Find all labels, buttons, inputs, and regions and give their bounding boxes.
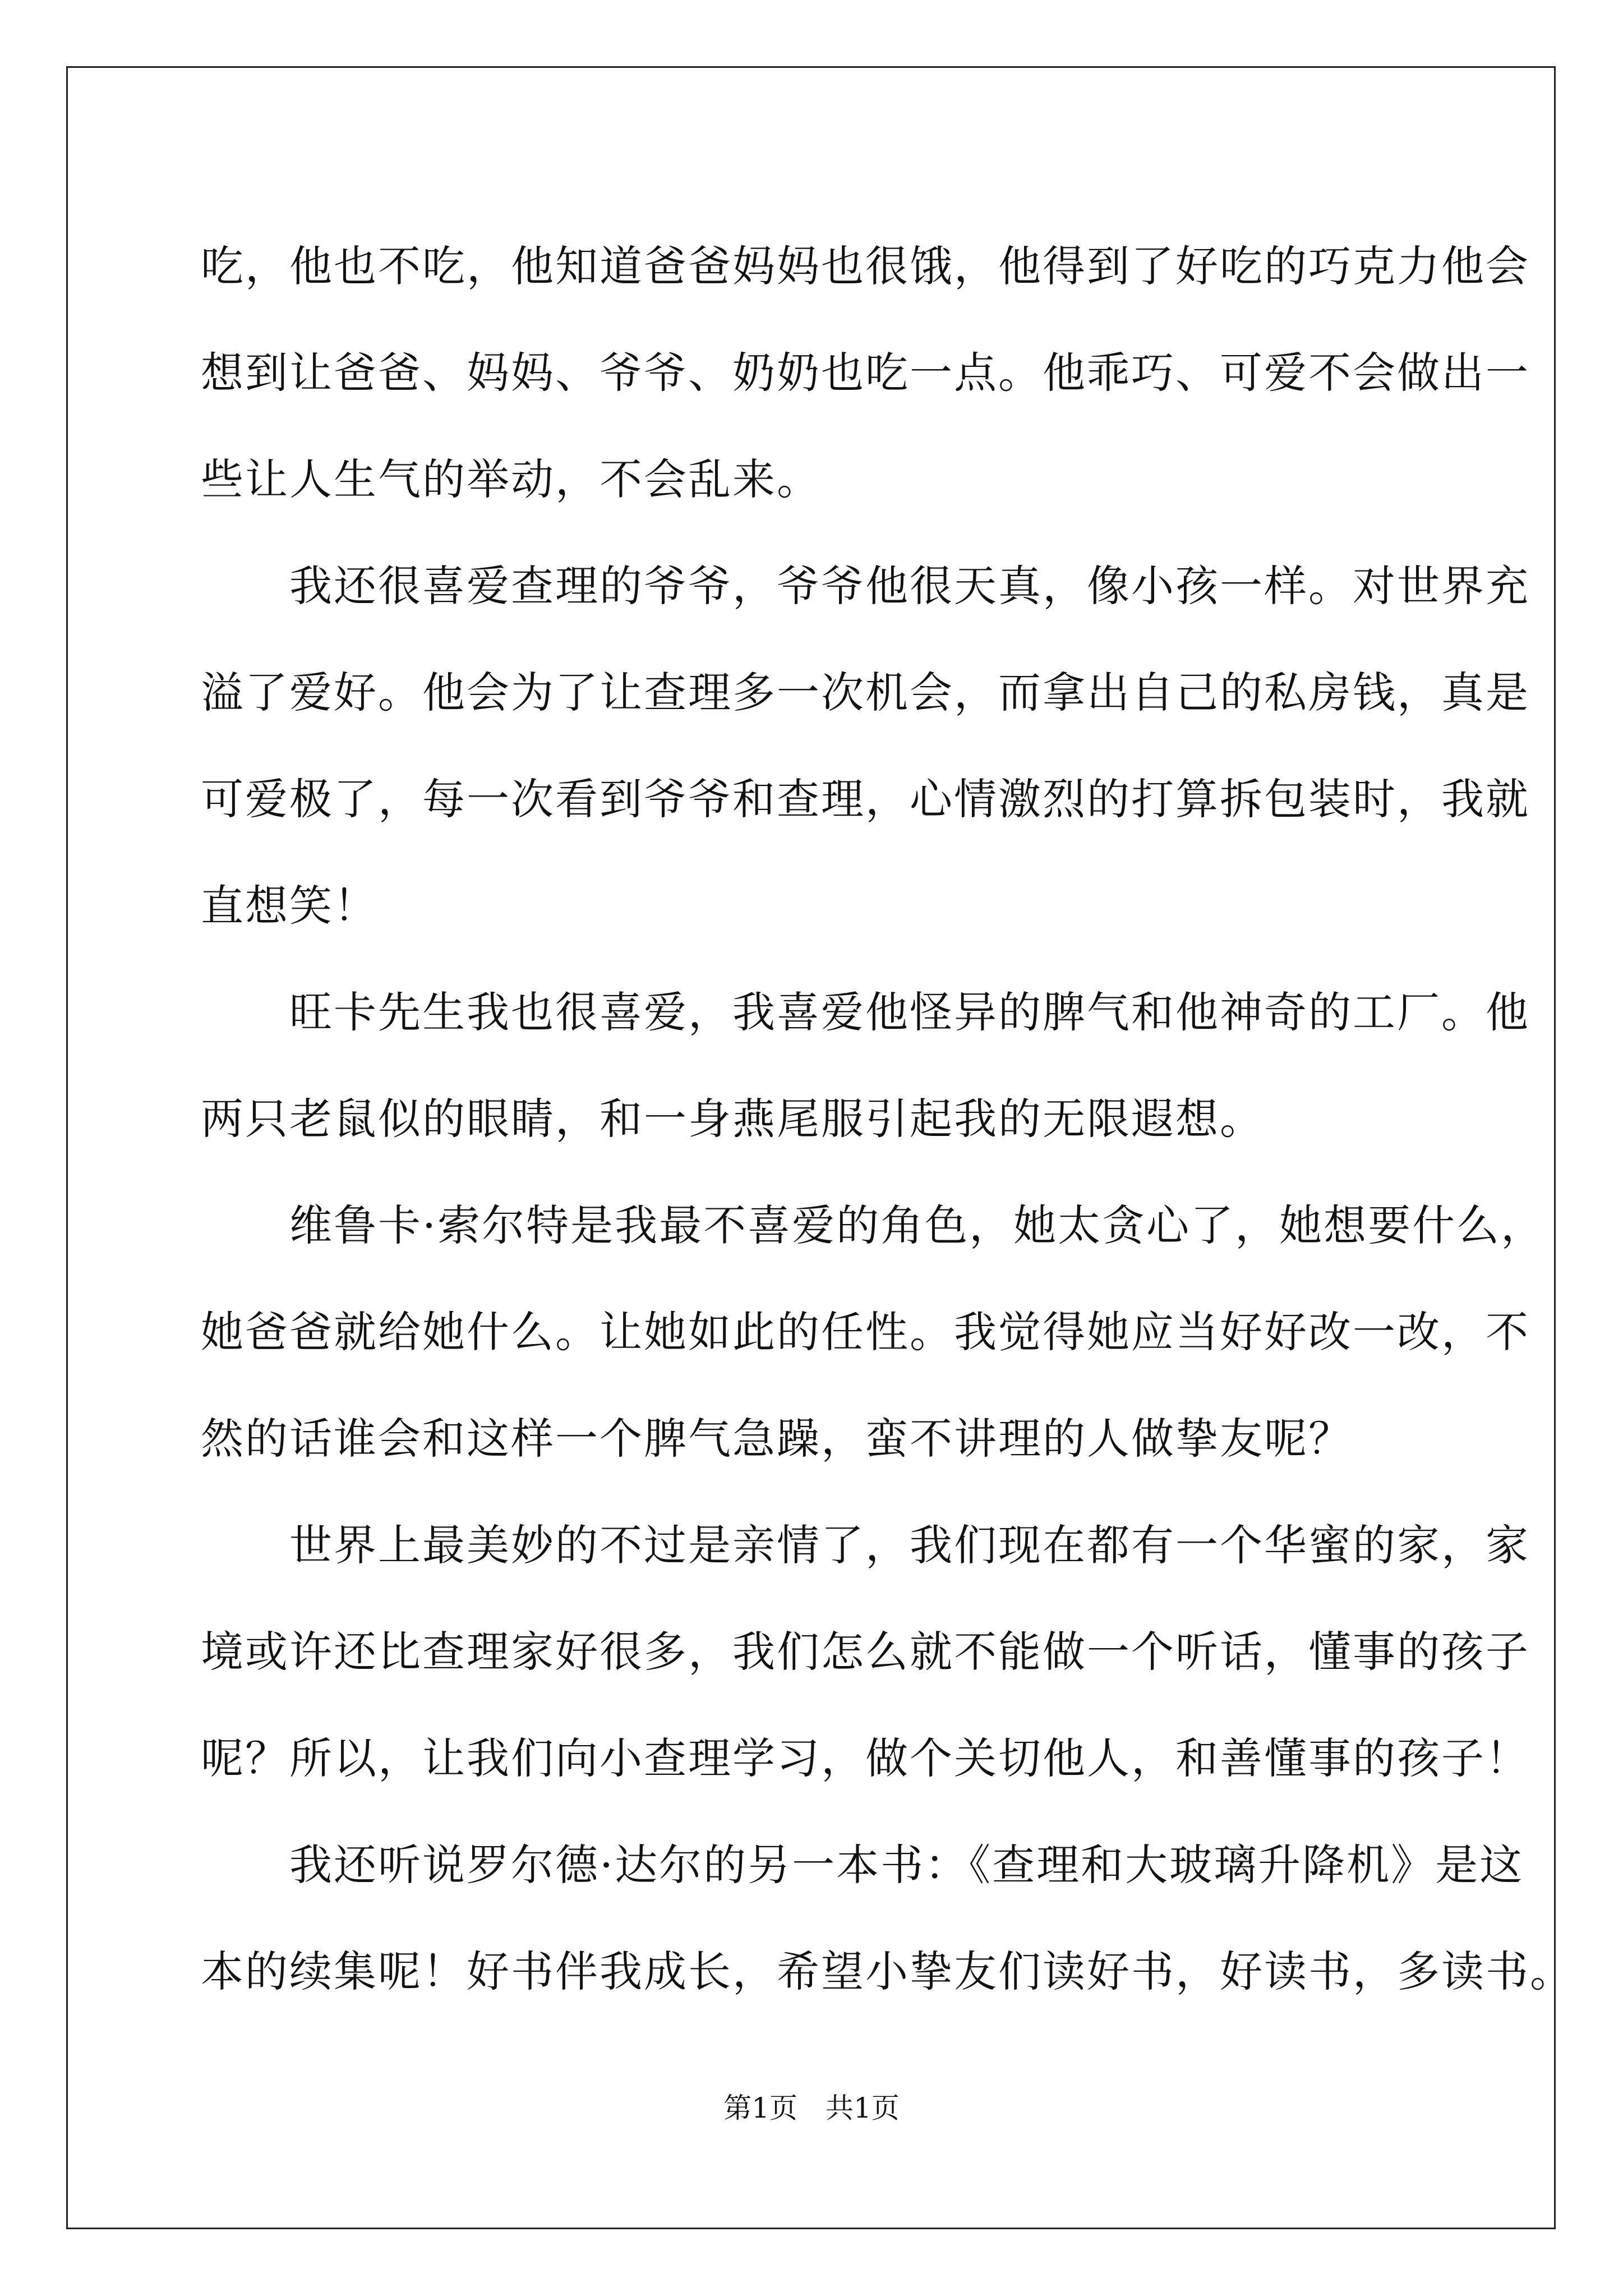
text-line: 直想笑！ [201,881,378,931]
text-line: 想到让爸爸、妈妈、爷爷、奶奶也吃一点。他乖巧、可爱不会做出一 [201,348,1530,398]
text-line: 然的话谁会和这样一个脾气急躁，蛮不讲理的人做挚友呢？ [201,1414,1353,1464]
text-line: 可爱极了，每一次看到爷爷和查理，心情激烈的打算拆包装时，我就 [201,774,1530,824]
text-line: 维鲁卡·索尔特是我最不喜爱的角色，她太贪心了，她想要什么， [201,1200,1546,1250]
page-number-footer: 第1页 共1页 [723,2092,900,2124]
text-line: 旺卡先生我也很喜爱，我喜爱他怪异的脾气和他神奇的工厂。他 [201,987,1530,1037]
text-line: 吃，他也不吃，他知道爸爸妈妈也很饿，他得到了好吃的巧克力他会 [201,241,1530,291]
text-line: 本的续集呢！好书伴我成长，希望小挚友们读好书，好读书，多读书。 [201,1947,1574,1996]
text-line: 两只老鼠似的眼睛，和一身燕尾服引起我的无限遐想。 [201,1094,1264,1144]
text-line: 我还很喜爱查理的爷爷，爷爷他很天真，像小孩一样。对世界充 [201,561,1530,611]
text-line: 境或许还比查理家好很多，我们怎么就不能做一个听话，懂事的孩子 [201,1627,1530,1677]
text-line: 世界上最美妙的不过是亲情了，我们现在都有一个华蜜的家，家 [201,1520,1530,1570]
text-line: 我还听说罗尔德·达尔的另一本书：《查理和大玻璃升降机》是这 [201,1840,1524,1890]
text-line: 些让人生气的举动，不会乱来。 [201,454,821,504]
text-line: 她爸爸就给她什么。让她如此的任性。我觉得她应当好好改一改，不 [201,1307,1530,1357]
text-line: 溢了爱好。他会为了让查理多一次机会，而拿出自己的私房钱，真是 [201,668,1530,717]
text-line: 呢？所以，让我们向小查理学习，做个关切他人，和善懂事的孩子！ [201,1733,1530,1783]
document-body [201,213,1574,2025]
